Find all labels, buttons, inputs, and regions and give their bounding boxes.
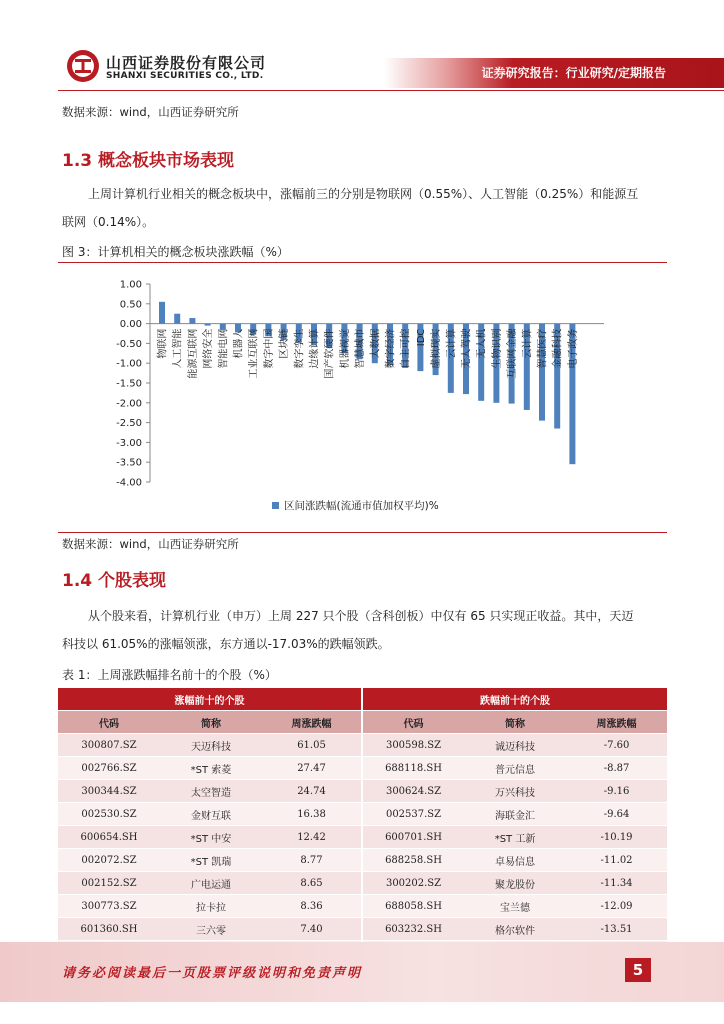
gainer-code: 600654.SH	[58, 826, 160, 849]
gainer-change: 16.38	[262, 803, 362, 826]
losers-group-header: 跌幅前十的个股	[362, 688, 667, 711]
loser-change: -13.51	[566, 918, 667, 941]
gainer-change: 27.47	[262, 757, 362, 780]
table-row	[58, 895, 667, 918]
loser-code: 300624.SZ	[362, 780, 464, 803]
y-axis	[116, 280, 604, 489]
loser-code: 688258.SH	[362, 849, 464, 872]
category-label: 能源互联网	[187, 328, 199, 379]
gainer-name: *ST 索菱	[160, 757, 262, 780]
y-tick-label: 0.00	[119, 319, 142, 331]
loser-name: 宝兰德	[464, 895, 566, 918]
loser-code: 300598.SZ	[362, 734, 464, 757]
loser-change: -8.87	[566, 757, 667, 780]
loser-name: 诚迈科技	[464, 734, 566, 757]
col-header-code: 代码	[362, 711, 464, 734]
loser-code: 688118.SH	[362, 757, 464, 780]
table-row	[58, 826, 667, 849]
category-label: 大数据	[370, 328, 382, 359]
category-label: 金融科技	[552, 328, 564, 369]
legend	[272, 499, 439, 512]
figure-bottom-rule	[58, 532, 667, 533]
gainer-code: 002530.SZ	[58, 803, 160, 826]
y-tick-label: 1.00	[119, 279, 142, 291]
category-label: 机器人	[233, 328, 245, 359]
table-body	[58, 734, 667, 964]
category-label: 互联网金融	[507, 328, 519, 379]
table-row	[58, 849, 667, 872]
gainer-name: 三六零	[160, 918, 262, 941]
col-header-name: 简称	[160, 711, 262, 734]
gainers-group-header: 涨幅前十的个股	[58, 688, 362, 711]
loser-change: -10.19	[566, 826, 667, 849]
table-row	[58, 803, 667, 826]
loser-code: 600701.SH	[362, 826, 464, 849]
category-label: 无人驾驶	[461, 328, 473, 369]
category-label: 数字中国	[263, 328, 275, 369]
category-label: IDC	[415, 328, 427, 347]
category-label: 国产软硬件	[324, 328, 336, 379]
y-tick-label: -0.50	[116, 338, 142, 350]
company-name-en: SHANXI SECURITIES CO., LTD.	[106, 71, 264, 81]
gainer-code: 300344.SZ	[58, 780, 160, 803]
gainer-change: 8.65	[262, 872, 362, 895]
loser-code: 603232.SH	[362, 918, 464, 941]
section-1-3-paragraph-line1: 上周计算机行业相关的概念板块中，涨幅前三的分别是物联网（0.55%）、人工智能（0.25%）和能源互	[88, 187, 639, 201]
table-row	[58, 757, 667, 780]
gainer-code: 002152.SZ	[58, 872, 160, 895]
y-tick-label: -1.50	[116, 378, 142, 390]
report-type: 证券研究报告：行业研究/定期报告	[481, 66, 666, 80]
gainer-change: 24.74	[262, 780, 362, 803]
gainer-name: 广电运通	[160, 872, 262, 895]
category-label: 工业互联网	[248, 328, 260, 379]
col-header-code: 代码	[58, 711, 160, 734]
bars	[159, 302, 575, 464]
category-label: 生物识别	[491, 328, 503, 369]
top-stocks-table	[58, 688, 667, 964]
category-label: 机器视觉	[339, 328, 351, 369]
category-label: 边缘计算	[309, 328, 321, 369]
gainer-change: 7.40	[262, 918, 362, 941]
category-label: 自主可控	[400, 328, 412, 369]
category-label: 云计算	[522, 328, 534, 359]
loser-name: 格尔软件	[464, 918, 566, 941]
category-label: 云计算	[446, 328, 458, 359]
y-tick-label: -2.00	[116, 398, 142, 410]
loser-change: -9.64	[566, 803, 667, 826]
loser-code: 300202.SZ	[362, 872, 464, 895]
loser-name: 普元信息	[464, 757, 566, 780]
y-tick-label: -2.50	[116, 418, 142, 430]
figure-top-rule	[58, 262, 667, 263]
loser-code: 688058.SH	[362, 895, 464, 918]
gainer-name: 拉卡拉	[160, 895, 262, 918]
category-label: 电子政务	[567, 328, 579, 369]
section-title-1-4: 1.4 个股表现	[62, 571, 167, 591]
bar	[205, 324, 211, 326]
y-tick-label: -3.00	[116, 437, 142, 449]
loser-name: *ST 工新	[464, 826, 566, 849]
gainer-code: 002072.SZ	[58, 849, 160, 872]
legend-swatch	[272, 502, 279, 509]
figure-caption: 图 3：计算机相关的概念板块涨跌幅（%）	[62, 245, 289, 259]
table-row	[58, 734, 667, 757]
bar	[159, 302, 165, 324]
gainer-code: 300807.SZ	[58, 734, 160, 757]
page-number: 5	[632, 961, 644, 979]
gainer-name: *ST 中安	[160, 826, 262, 849]
category-labels	[156, 328, 579, 379]
header-rule	[58, 90, 724, 91]
loser-change: -11.34	[566, 872, 667, 895]
y-tick-label: 0.50	[119, 299, 142, 311]
loser-name: 海联金汇	[464, 803, 566, 826]
section-1-4-paragraph-line1: 从个股来看，计算机行业（申万）上周 227 只个股（含科创板）中仅有 65 只实现正收益。其中，天迈	[88, 609, 634, 623]
gainer-name: 金财互联	[160, 803, 262, 826]
gainer-change: 8.77	[262, 849, 362, 872]
footer-disclaimer: 请务必阅读最后一页股票评级说明和免责声明	[62, 966, 363, 981]
figure-data-source: 数据来源：wind，山西证券研究所	[62, 537, 239, 551]
bar	[174, 314, 180, 324]
gainer-change: 8.36	[262, 895, 362, 918]
loser-change: -11.02	[566, 849, 667, 872]
top-data-source: 数据来源：wind，山西证券研究所	[62, 105, 239, 119]
gainer-change: 61.05	[262, 734, 362, 757]
category-label: 智慧医疗	[537, 328, 549, 369]
category-label: 数字孪生	[294, 328, 306, 369]
category-label: 智能电网	[218, 328, 230, 369]
gainer-code: 300773.SZ	[58, 895, 160, 918]
gainer-code: 601360.SH	[58, 918, 160, 941]
y-tick-label: -4.00	[116, 477, 142, 489]
col-header-change: 周涨跌幅	[262, 711, 362, 734]
concept-sector-chart	[64, 266, 664, 528]
company-logo-icon	[66, 49, 100, 83]
category-label: 数字经济	[385, 328, 397, 369]
y-tick-label: -3.50	[116, 457, 142, 469]
loser-change: -7.60	[566, 734, 667, 757]
loser-change: -9.16	[566, 780, 667, 803]
table-caption: 表 1：上周涨跌幅排名前十的个股（%）	[62, 668, 277, 682]
loser-name: 卓易信息	[464, 849, 566, 872]
y-tick-label: -1.00	[116, 358, 142, 370]
category-label: 物联网	[157, 328, 169, 359]
loser-change: -12.09	[566, 895, 667, 918]
legend-label: 区间涨跌幅(流通市值加权平均)%	[284, 500, 439, 512]
category-label: 无人机	[476, 328, 488, 359]
company-name-cn: 山西证券股份有限公司	[106, 54, 267, 72]
gainer-name: 太空智造	[160, 780, 262, 803]
loser-name: 万兴科技	[464, 780, 566, 803]
col-header-change: 周涨跌幅	[566, 711, 667, 734]
table-row	[58, 780, 667, 803]
category-label: 网络安全	[203, 328, 215, 369]
gainer-name: 天迈科技	[160, 734, 262, 757]
loser-code: 002537.SZ	[362, 803, 464, 826]
table-row	[58, 918, 667, 941]
category-label: 虚拟现实	[431, 328, 443, 369]
section-1-3-paragraph-line2: 联网（0.14%）。	[62, 215, 155, 229]
bar	[189, 318, 195, 324]
col-header-name: 简称	[464, 711, 566, 734]
gainer-name: *ST 凯瑞	[160, 849, 262, 872]
gainer-code: 002766.SZ	[58, 757, 160, 780]
table-row	[58, 872, 667, 895]
gainer-change: 12.42	[262, 826, 362, 849]
loser-name: 聚龙股份	[464, 872, 566, 895]
category-label: 人工智能	[172, 328, 184, 369]
category-label: 区块链	[279, 328, 291, 359]
section-1-4-paragraph-line2: 科技以 61.05%的涨幅领涨，东方通以-17.03%的跌幅领跌。	[62, 637, 390, 651]
section-title-1-3: 1.3 概念板块市场表现	[62, 151, 235, 171]
category-label: 智慧城市	[355, 328, 367, 369]
